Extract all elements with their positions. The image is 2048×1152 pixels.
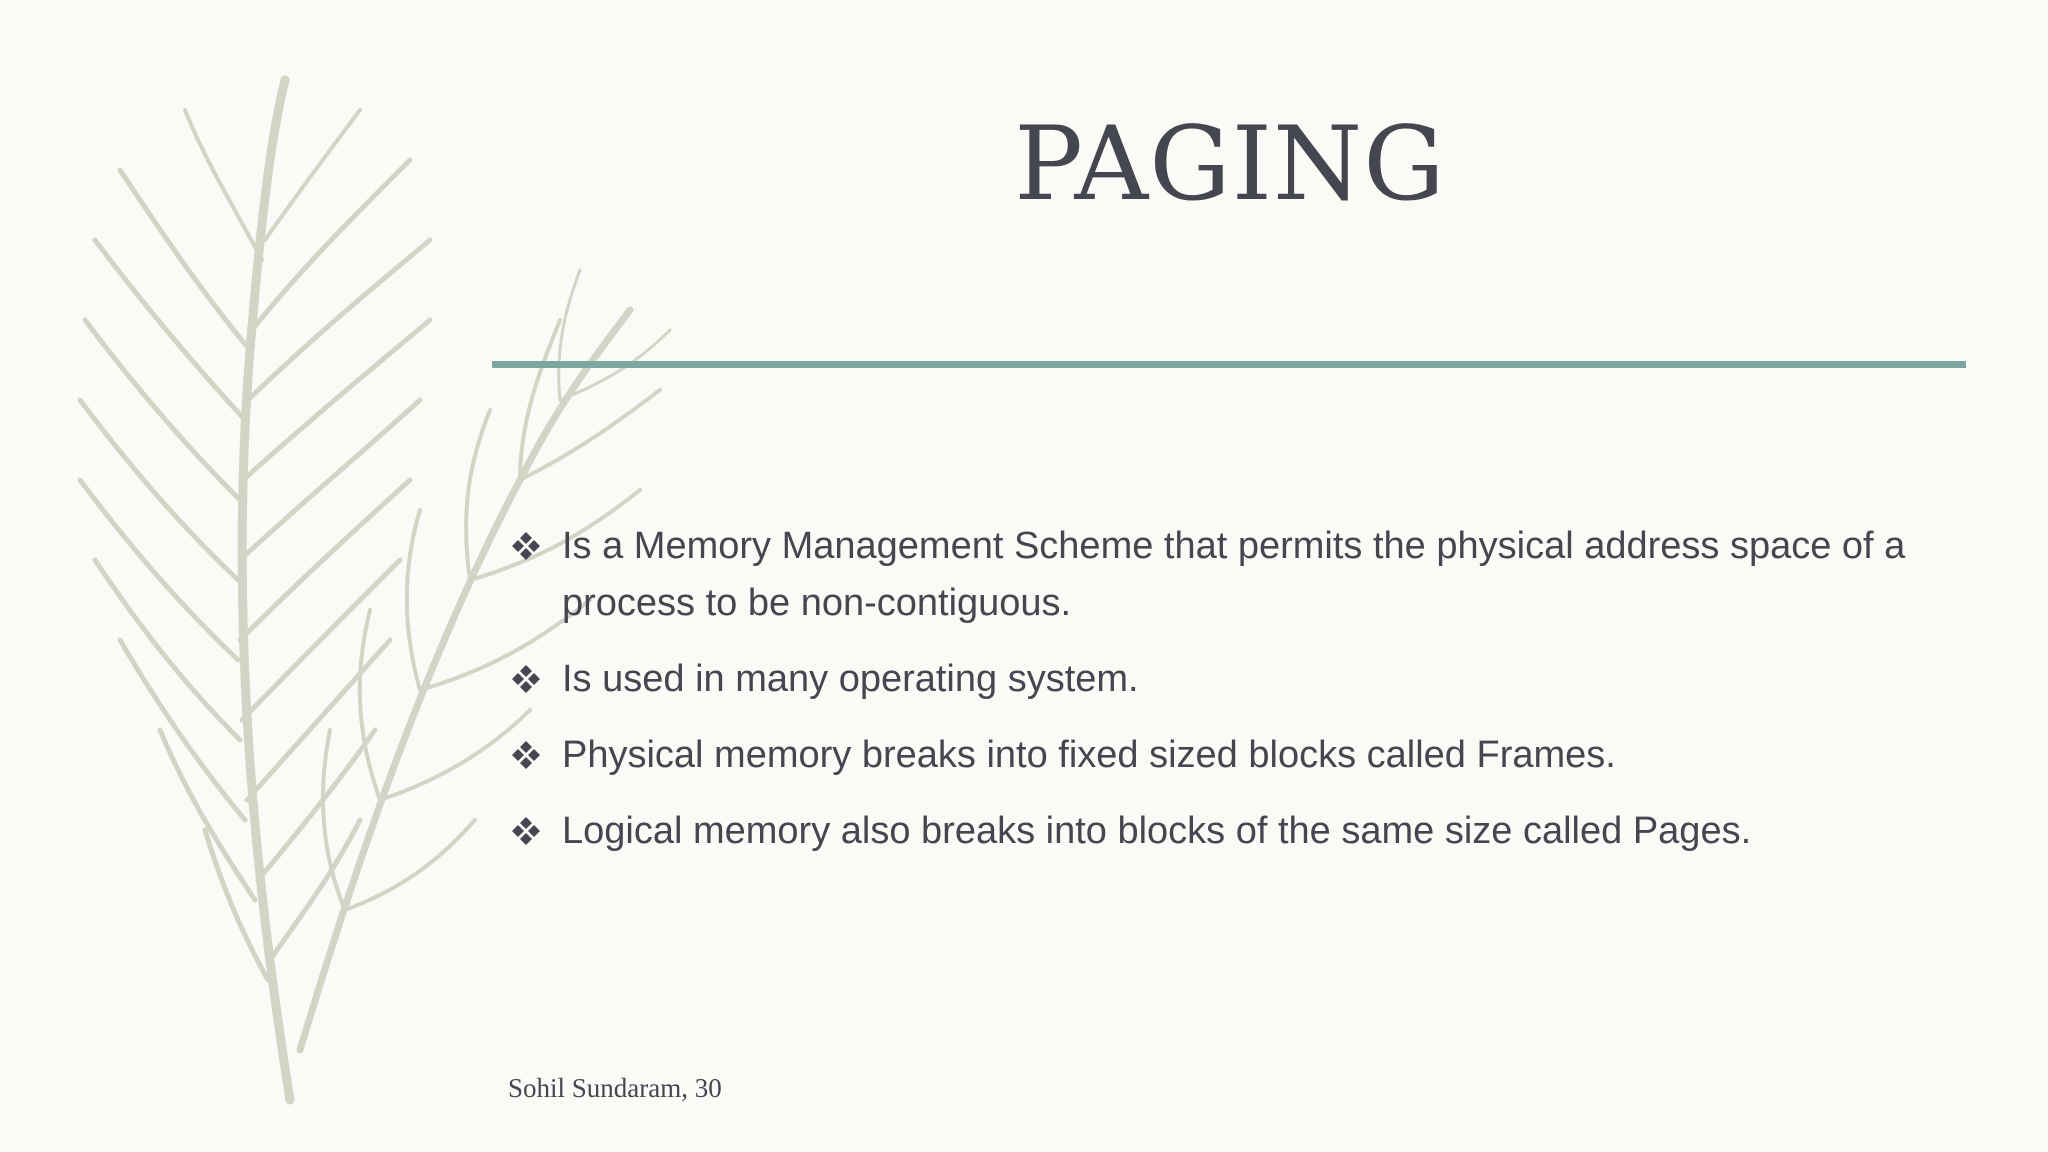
four-diamond-bullet-icon: [510, 663, 542, 695]
four-diamond-bullet-icon: [510, 739, 542, 771]
bullet-text: Is a Memory Management Scheme that permits the physical address space of a process to be non-contiguous.: [562, 525, 1906, 624]
bullet-item: [510, 803, 1970, 860]
bullet-item: [510, 727, 1970, 784]
title-divider: [492, 361, 1966, 368]
four-diamond-bullet-icon: [510, 815, 542, 847]
footer-author-page: Sohil Sundaram, 30: [508, 1073, 722, 1103]
bullet-list: [510, 518, 1970, 879]
four-diamond-bullet-icon: [510, 530, 542, 562]
bullet-text: Physical memory breaks into fixed sized blocks called Frames.: [562, 734, 1616, 776]
bullet-item: [510, 518, 1970, 632]
slide-title: PAGING: [1014, 105, 1446, 224]
bullet-item: [510, 651, 1970, 708]
bullet-text: Is used in many operating system.: [562, 658, 1139, 700]
bullet-text: Logical memory also breaks into blocks of the same size called Pages.: [562, 810, 1752, 852]
